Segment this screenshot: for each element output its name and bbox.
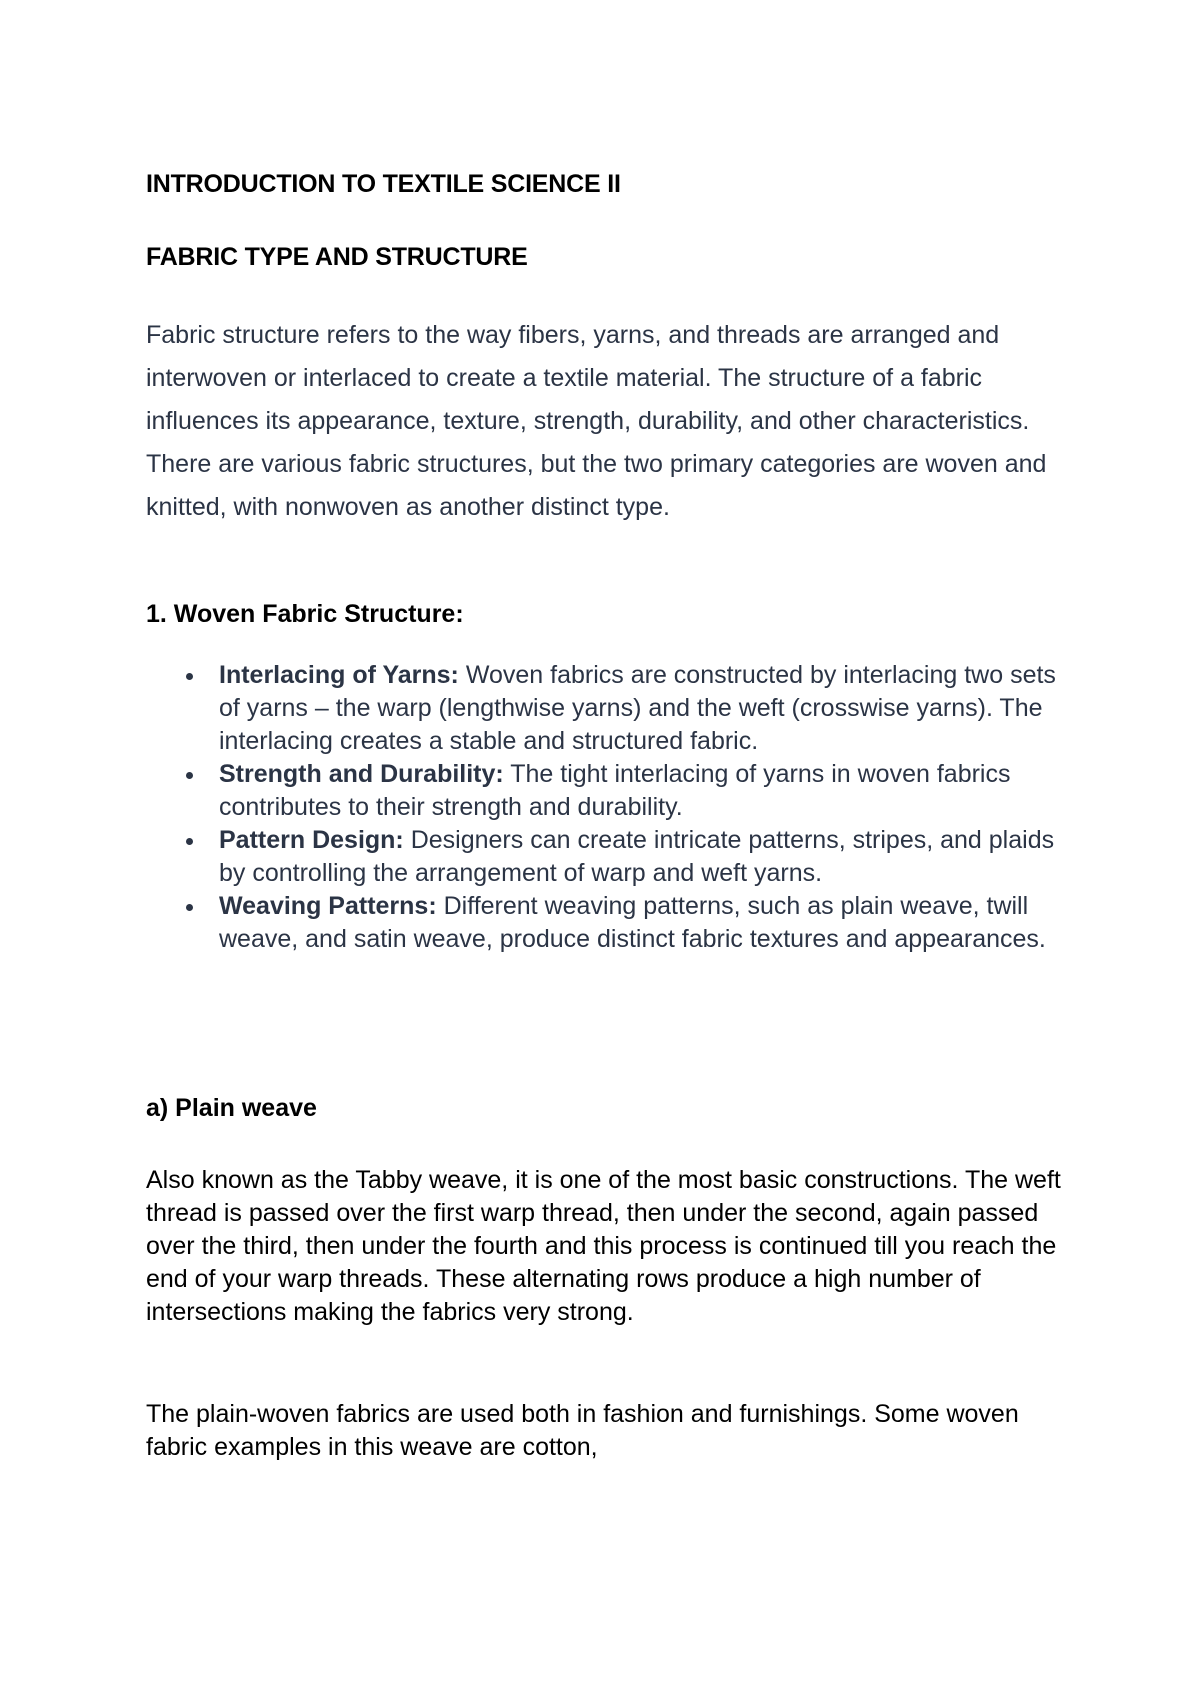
- intro-paragraph: Fabric structure refers to the way fibers, yarns, and threads are arranged and interwoven or interlaced to create a textile material. The structure of a fabric influences its appearance, texture, strength, durability, and other characteristics. There are various fabric structures, but the two primary categories are woven and knitted, with nonwoven as another distinct type.: [146, 321, 1047, 521]
- document-subtitle: FABRIC TYPE AND STRUCTURE: [146, 243, 528, 271]
- bullet-text: Different weaving patterns, such as plain weave, twill weave, and satin weave, produce distinct fabric textures and appearances.: [219, 892, 1046, 953]
- document-title: INTRODUCTION TO TEXTILE SCIENCE II: [146, 170, 621, 198]
- bullet-dot-icon: [186, 838, 193, 845]
- document-page: [146, 0, 1066, 1696]
- bullet-dot-icon: [186, 772, 193, 779]
- bullet-dot-icon: [186, 673, 193, 680]
- bullet-text: The tight interlacing of yarns in woven fabrics contributes to their strength and durability.: [219, 760, 1011, 821]
- subsection-heading-plain-weave: a) Plain weave: [146, 1094, 317, 1122]
- bullet-text: Designers can create intricate patterns, stripes, and plaids by controlling the arrangement of warp and weft yarns.: [219, 826, 1055, 887]
- bullet-item-strength: [146, 758, 1066, 824]
- bullet-term: Weaving Patterns:: [219, 892, 437, 920]
- section-heading-woven: 1. Woven Fabric Structure:: [146, 600, 464, 628]
- woven-bullet-list: [146, 659, 1066, 956]
- bullet-item-weaving-patterns: [146, 890, 1066, 956]
- bullet-term: Pattern Design:: [219, 826, 404, 854]
- plain-weave-paragraph-1: Also known as the Tabby weave, it is one of the most basic constructions. The weft thread is passed over the first warp thread, then under the second, again passed over the third, then under the fourth and this process is continued till you reach the end of your warp threads. These alternating rows produce a high number of intersections making the fabrics very strong.: [146, 1166, 1061, 1326]
- bullet-item-interlacing: [146, 659, 1066, 758]
- bullet-item-pattern-design: [146, 824, 1066, 890]
- plain-weave-paragraph-2: The plain-woven fabrics are used both in fashion and furnishings. Some woven fabric examples in this weave are cotton,: [146, 1400, 1019, 1461]
- bullet-text: Woven fabrics are constructed by interlacing two sets of yarns – the warp (lengthwise yarns) and the weft (crosswise yarns). The interlacing creates a stable and structured fabric.: [219, 661, 1056, 755]
- bullet-term: Interlacing of Yarns:: [219, 661, 459, 689]
- bullet-dot-icon: [186, 904, 193, 911]
- bullet-term: Strength and Durability:: [219, 760, 504, 788]
